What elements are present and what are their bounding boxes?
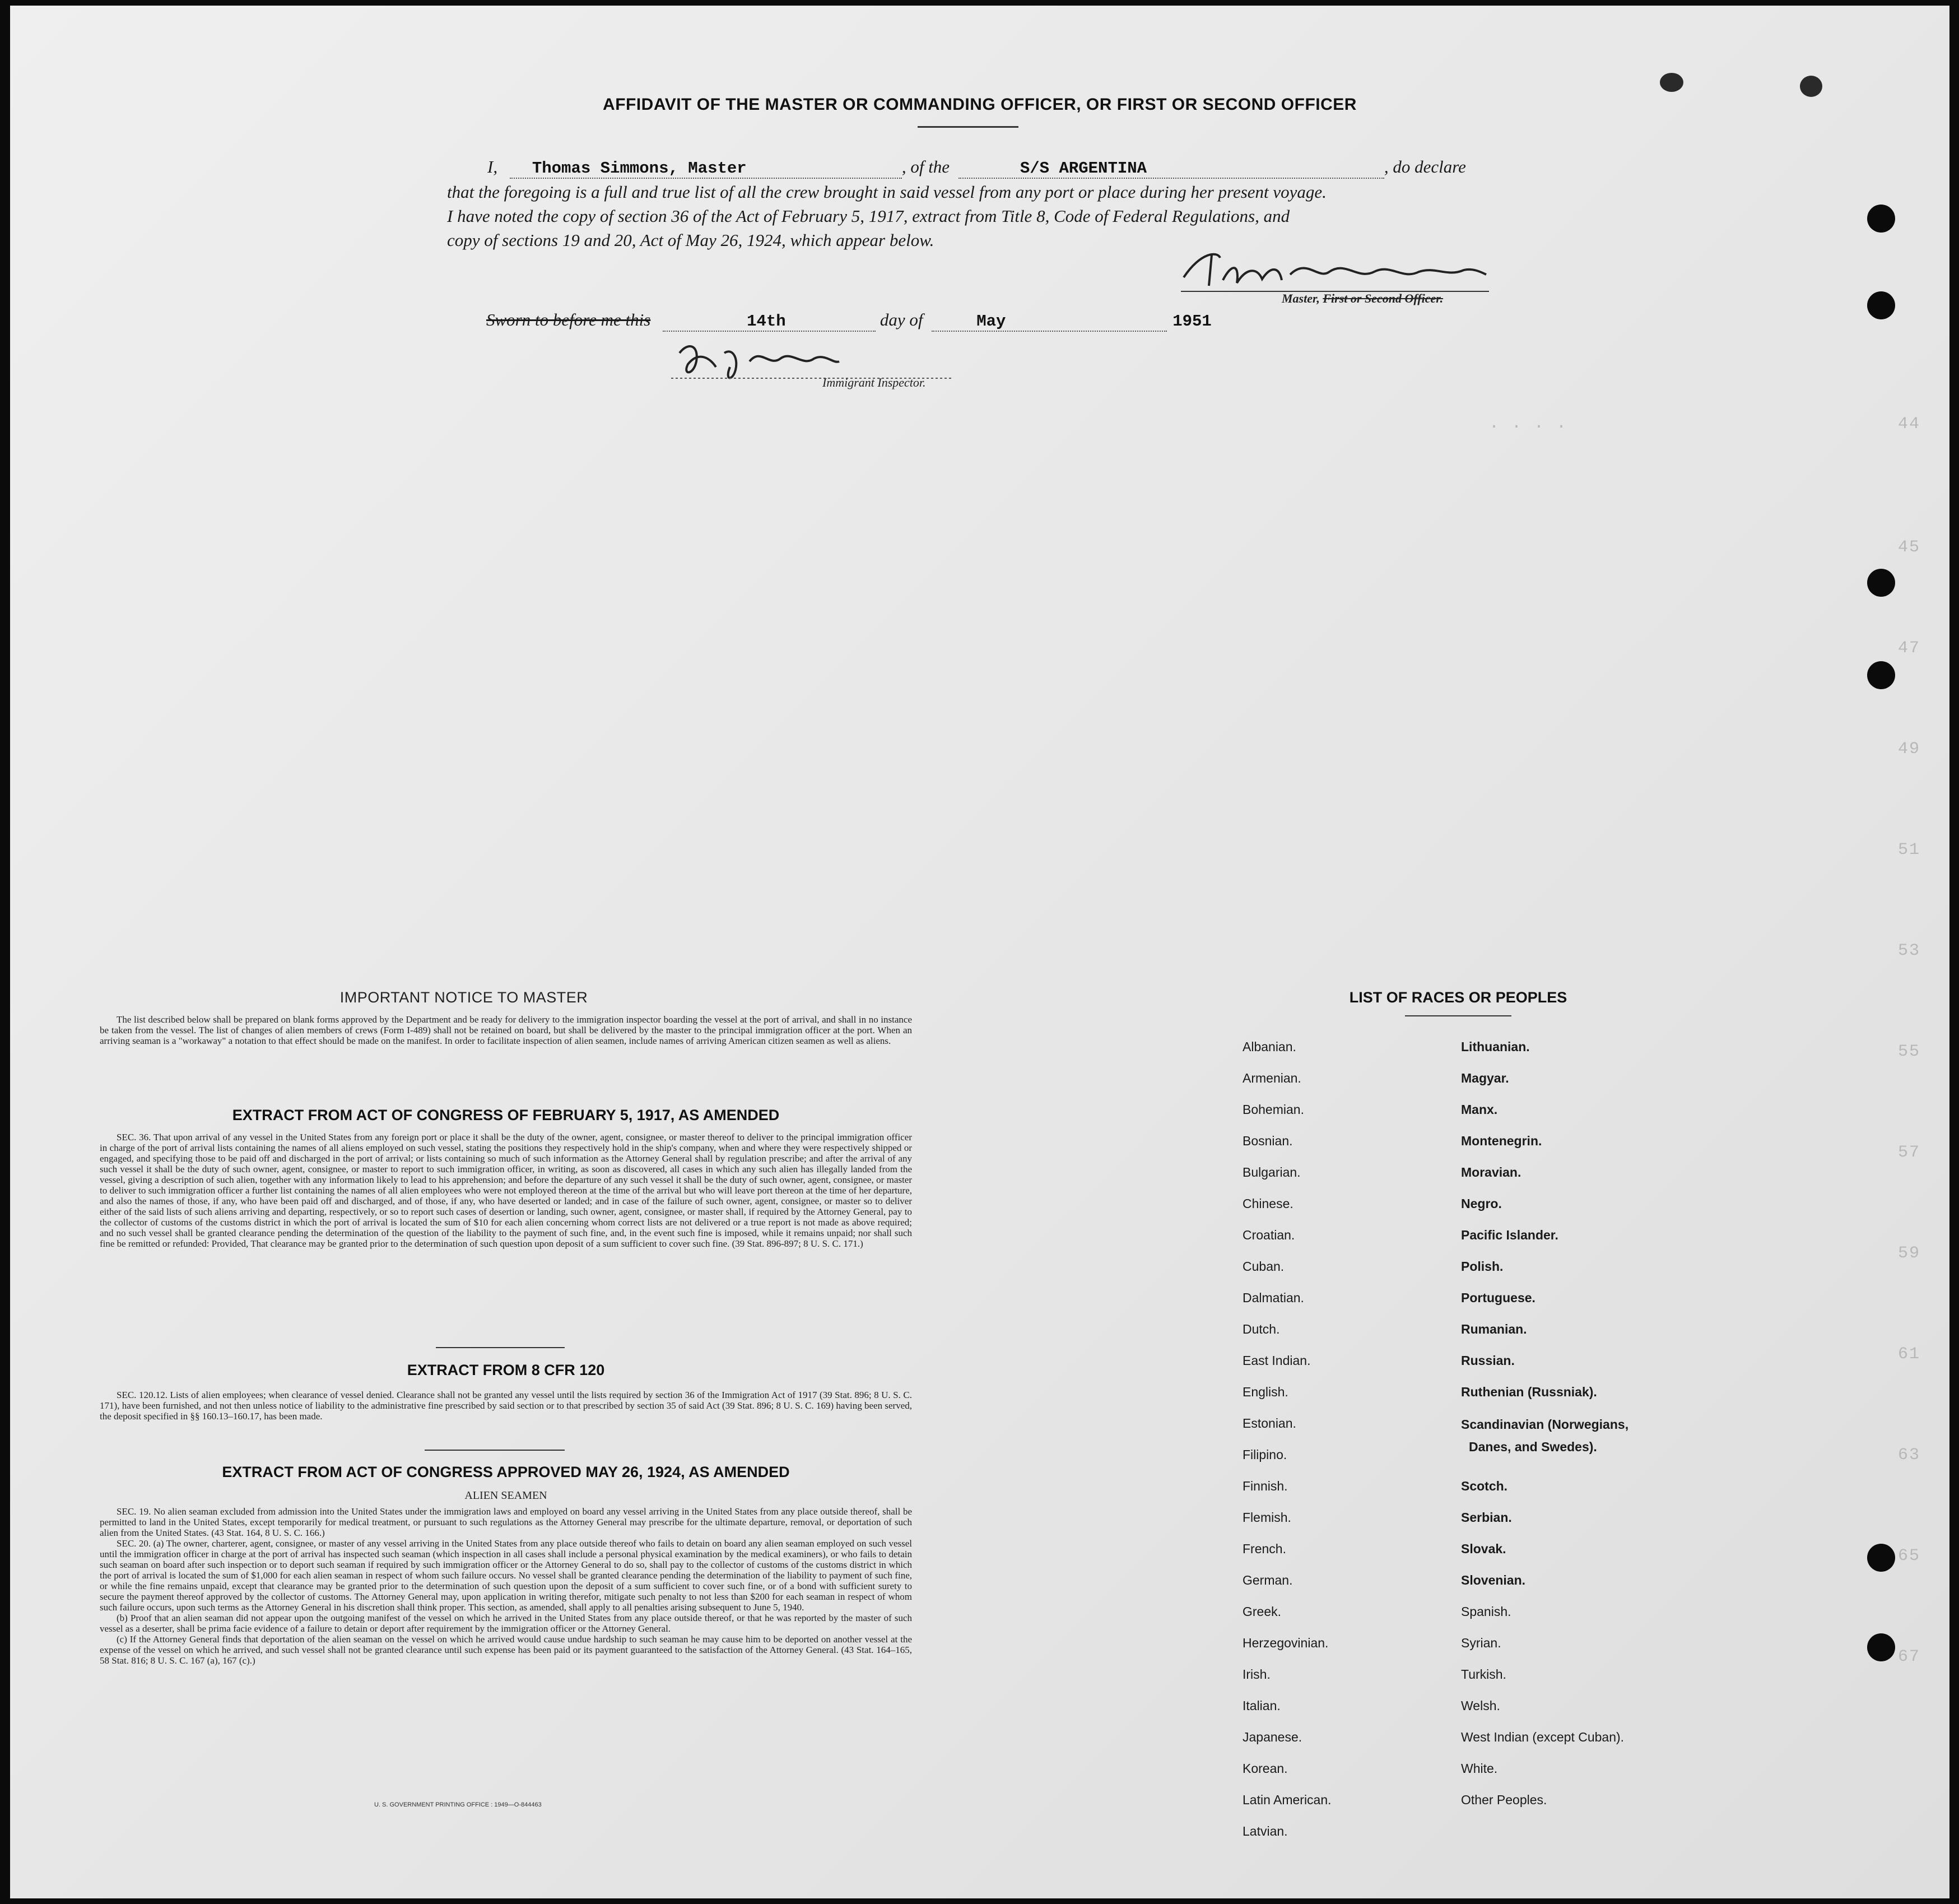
extract-cfr-text [100, 1390, 912, 1422]
race-item: Rumanian. [1461, 1322, 1527, 1336]
race-item: Greek. [1243, 1604, 1282, 1619]
extract-1917-title: EXTRACT FROM ACT OF CONGRESS OF FEBRUARY 5, 1917, AS AMENDED [232, 1107, 780, 1123]
races-left-column [1243, 1031, 1332, 1847]
sworn-prefix: Sworn to before me this [486, 310, 651, 329]
race-item: English. [1243, 1385, 1288, 1399]
race-item: Manx. [1461, 1102, 1498, 1117]
race-item: Bosnian. [1243, 1134, 1293, 1148]
caption-master: Master, [1282, 291, 1320, 305]
race-item: Filipino. [1243, 1447, 1287, 1462]
declaration-line-2: that the foregoing is a full and true list of all the crew brought in said vessel from any port or place during her present voyage. [447, 182, 1327, 202]
punch-hole [1867, 205, 1895, 233]
race-item: Montenegrin. [1461, 1134, 1542, 1148]
race-item: Pacific Islander. [1461, 1228, 1558, 1242]
declaration-line-3: I have noted the copy of section 36 of the Act of February 5, 1917, extract from Title 8, Code of Federal Regulations, and [447, 206, 1290, 226]
race-item: White. [1461, 1761, 1498, 1776]
race-item: Slovenian. [1461, 1573, 1526, 1587]
race-item: Albanian. [1243, 1039, 1296, 1054]
sworn-line [486, 310, 1551, 332]
day-of-text: day of [880, 310, 923, 329]
race-item: Portuguese. [1461, 1290, 1535, 1305]
affidavit-title: AFFIDAVIT OF THE MASTER OR COMMANDING OFFICER, OR FIRST OR SECOND OFFICER [603, 95, 1357, 114]
race-item: French. [1243, 1541, 1286, 1556]
race-item-multiline [1461, 1408, 1628, 1470]
punch-hole [1867, 291, 1895, 319]
title-underline [918, 126, 1018, 128]
sec-20c-paragraph: (c) If the Attorney General finds that deportation of the alien seaman on the vessel on which he arrived would cause undue hardship to such seaman he may cause him to be deported on another vessel at the expense of the vessel on which he arrived, and such vessel shall not be granted clearance until such expense has been paid or its payment guaranteed to the satisfaction of the Attorney General. (43 Stat. 164–165, 58 Stat. 816; 8 U. S. C. 167 (a), 167 (c).) [100, 1634, 912, 1666]
punch-hole [1867, 661, 1895, 689]
declaration-line-4: copy of sections 19 and 20, Act of May 26, 1924, which appear below. [447, 230, 934, 250]
race-item: Negro. [1461, 1196, 1502, 1211]
race-item: Scandinavian (Norwegians, [1461, 1417, 1629, 1432]
document-page: · · · · 44 45 47 49 51 53 55 57 59 61 63 65 67 AFFIDAVIT OF THE MASTER OR COMMANDING OFFICER, OR FIRST OR SECOND OFFICER I, Thomas Simmons, Master , of the S/S ARGENTINA , do declare that the foregoing is a full and true list of all the crew brought in said vessel from any port or place during her present voyage. I have noted the copy of section 36 of the Act of February 5, 1917, extract from Title 8, Code of Federal Regulations, and copy of sections 19 and 20, Act of May 26, 1924, which appear below. Master, First or Second Officer. Sworn to before me this 14th day of May 1951 Immigrant Inspector. IMPORTANT NOTICE TO MASTER The list described below shall be prepared on blank forms approved by the Department and be ready for delivery to the immigration inspector boarding the vessel at the port of arrival, and shall in no instance be taken from the vessel. The list of changes of alien members of crews (Form I-489) shall not be retained on board, but shall be delivered by the master to the principal immigration officer at the port. When an arriving seaman is a "workaway" a notation to that effect should be made on the manifest. In order to facilitate inspection of alien seamen, include names of arriving American citizen seamen as well as aliens. EXTRACT FROM ACT OF CONGRESS OF FEBRUARY 5, 1917, AS AMENDED SEC. 36. That upon arrival of any vessel in the United States from any foreign port or place it shall be the duty of the owner, agent, consignee, or master thereof to deliver to the principal immigration officer in charge of the port of arrival lists containing the names of all aliens employed on such vessel, stating the positions they respectively hold in the ship's company, when and where they were respectively shipped or engaged, and specifying those to be paid off and discharged in the port of arrival; or lists containing so much of such information as the Attorney General shall by regulation prescribe; and after the arrival of any such vessel it shall be the duty of such owner, agent, consignee, or master to report to such immigration officer, in writing, as soon as discovered, all cases in which any such alien has illegally landed from the vessel, giving a description of such alien, together with any information likely to lead to his apprehension; and before the departure of any such vessel it shall be the duty of such owner, agent, consignee, or master to deliver to such immigration officer a further list containing the names of all alien employees who were not employed thereon at the time of the arrival but who will leave port thereon at the time of her departure, and also the names of those, if any, who have been paid off and discharged, and of those, if any, who have deserted or landed; and in case of the failure of such owner, agent, consignee, or master so to deliver either of the said lists of such aliens arriving and departing, respectively, or so to report such cases of desertion or landing, such owner, agent, consignee, or master shall, if required by the Attorney General, pay to the collector of customs of the customs district in which the port of arrival is located the sum of $10 for each alien concerning whom correct lists are not delivered or a true report is not made as above required; and no such vessel shall be granted clearance pending the determination of the question of the liability to the payment of such fine, and, in the event such fine is imposed, while it remains unpaid; nor shall such fine be remitted or refunded: Provided, That clearance may be granted prior to the determination of such question upon deposit of a sum sufficient to cover such fine. (39 Stat. 896-897; 8 U. S. C. 171.) EXTRACT FROM 8 CFR 120 SEC. 120.12. Lists of alien employees; when clearance of vessel denied. Clearance shall not be granted any vessel until the lists required by section 36 of the Immigration Act of 1917 (39 Stat. 896; 8 U. S. C. 171), have been furnished, and not then unless notice of liability to the administrative fine prescribed by said section or to that prescribed by section 35 of said Act (39 Stat. 896; 8 U. S. C. 169) having been served, the deposit specified in §§ 160.13–160.17, has been made. EXTRACT FROM ACT OF CONGRESS APPROVED MAY 26, 1924, AS AMENDED ALIEN SEAMEN SEC. 19. No alien seaman excluded from admission into the United States under the immigration laws and employed on board any vessel arriving in the United States from any place outside thereof, shall be permitted to land in the United States, except temporarily for medical treatment, or pursuant to such regulations as the Attorney General may prescribe for the ultimate departure, removal, or deportation of such alien from the United States. (43 Stat. 164, 8 U. S. C. 166.) SEC. 20. (a) The owner, charterer, agent, consignee, or master of any vessel arriving in the United States from any place outside thereof who fails to detain on board any alien seaman employed on such vessel until the immigration officer in charge at the port of arrival has inspected such seaman (which inspection in all cases shall include a personal physical examination by the medical examiners), or who fails to detain such seaman on board after such inspection or to deport such seaman if required by such immigration officer or the Attorney General to do so, shall pay to the collector of customs of the customs district in which the port of arrival is located the sum of $1,000 for each alien seaman in respect of whom such failure occurs. No vessel shall be granted clearance pending the determination of the liability to payment of such fine, or while the fine remains unpaid, except that clearance may be granted prior to the determination of such question upon the deposit of a sum sufficient to cover such fine, or of a bond with sufficient surety to secure the payment thereof approved by the collector of customs. The Attorney General may, upon application in writing therefor, mitigate such penalty to not less than $200 for each seaman in respect of whom such failure occurs, upon such terms as the Attorney General in his discretion shall think proper. This section, as amended, shall apply to all penalties arising subsequent to June 5, 1940. (b) Proof that an alien seaman did not appear upon the outgoing manifest of the vessel on which he arrived in the United States from any place outside thereof, or that he was reported by the master of such vessel as a deserter, shall be prima facie evidence of a failure to detain or deport after requirement by the immigration officer or the Attorney General. (c) If the Attorney General finds that deportation of the alien seaman on the vessel on which he arrived would cause undue hardship to such seaman he may cause him to be deported on another vessel at the expense of the vessel on which he arrived, and such vessel shall not be granted clearance until such expense has been paid or its payment guaranteed to the satisfaction of the Attorney General. (43 Stat. 164–165, 58 Stat. 816; 8 U. S. C. 167 (a), 167 (c).) U. S. GOVERNMENT PRINTING OFFICE : 1949—O-844463 LIST OF RACES OR PEOPLES Albanian. Armenian. Bohemian. Bosnian. Bulgarian. Chinese. Croatian. Cuban. Dalmatian. Dutch. East Indian. English. Estonian. Filipino. Finnish. Flemish. French. German. Greek. Herzegovinian. Irish. Italian. Japanese. Korean. Latin American. Latvian. Lithuanian. Magyar. Manx. Montenegrin. Moravian. Negro. Pacific Islander. Polish. Portuguese. Rumanian. Russian. Ruthenian (Russniak). Scandinavian (Norwegians, Danes, and Swedes). Scotch. Serbian. Slovak. Slovenian. Spanish. Syrian. Turkish. Welsh. West Indian (except Cuban). White. Other Peoples. [10, 6, 1949, 1898]
race-item: Dalmatian. [1243, 1290, 1304, 1305]
declaration-pronoun: I, [487, 157, 498, 177]
race-item: Moravian. [1461, 1165, 1521, 1179]
sec-20a-paragraph: SEC. 20. (a) The owner, charterer, agent, consignee, or master of any vessel arriving in the United States from any place outside thereof who fails to detain on board any alien seaman employed on such vessel until the immigration officer in charge at the port of arrival has inspected such seaman (which inspection in all cases shall include a personal physical examination by the medical examiners), or who fails to detain such seaman on board after such inspection or to deport such seaman if required by such immigration officer or the Attorney General to do so, shall pay to the collector of customs of the customs district in which the port of arrival is located the sum of $1,000 for each alien seaman in respect of whom such failure occurs. No vessel shall be granted clearance pending the determination of the liability to payment of such fine, or while the fine remains unpaid, except that clearance may be granted prior to the determination of such question upon the deposit of a sum sufficient to cover such fine, or of a bond with sufficient surety to secure the payment thereof approved by the collector of customs. The Attorney General may, upon application in writing therefor, mitigate such penalty to not less than $200 for each seaman in respect of whom such failure occurs, upon such terms as the Attorney General in his discretion shall think proper. This section, as amended, shall apply to all penalties arising subsequent to June 5, 1940. [100, 1538, 912, 1613]
race-item: Cuban. [1243, 1259, 1285, 1274]
race-item: Slovak. [1461, 1541, 1506, 1556]
race-item: Danes, and Swedes). [1469, 1439, 1597, 1454]
sworn-year: 1951 [1172, 312, 1212, 331]
race-item: East Indian. [1243, 1353, 1311, 1368]
race-item: Irish. [1243, 1667, 1271, 1682]
sec-120-12-paragraph: SEC. 120.12. Lists of alien employees; when clearance of vessel denied. Clearance shall not be granted any vessel until the lists required by section 36 of the Immigration Act of 1917 (39 Stat. 896; 8 U. S. C. 171), have been furnished, and not then unless notice of liability to the administrative fine prescribed by said section or to that prescribed by section 35 of said Act (39 Stat. 896; 8 U. S. C. 169) having been served, the deposit specified in §§ 160.13–160.17, has been made. [100, 1390, 912, 1422]
master-signature-caption [1282, 291, 1443, 306]
race-item: Flemish. [1243, 1510, 1291, 1525]
race-item: Dutch. [1243, 1322, 1280, 1336]
master-name: Thomas Simmons, Master [532, 159, 747, 178]
notice-text [100, 1014, 912, 1046]
race-item: Russian. [1461, 1353, 1515, 1368]
race-item: Chinese. [1243, 1196, 1293, 1211]
inspector-caption: Immigrant Inspector. [822, 375, 926, 389]
race-item: Magyar. [1461, 1071, 1509, 1085]
sec-20b-paragraph: (b) Proof that an alien seaman did not appear upon the outgoing manifest of the vessel on which he arrived in the United States from any place outside thereof, or that he was reported by the master of such vessel as a deserter, shall be prima facie evidence of a failure to detain or deport after requirement by the immigration officer or the Attorney General. [100, 1613, 912, 1634]
sec-36-paragraph: SEC. 36. That upon arrival of any vessel in the United States from any foreign port or place it shall be the duty of the owner, agent, consignee, or master thereof to deliver to the principal immigration officer in charge of the port of arrival lists containing the names of all aliens employed on such vessel, stating the positions they respectively hold in the ship's company, when and where they were respectively shipped or engaged, and specifying those to be paid off and discharged in the port of arrival; or lists containing so much of such information as the Attorney General shall by regulation prescribe; and after the arrival of any such vessel it shall be the duty of such owner, agent, consignee, or master to report to such immigration officer, in writing, as soon as discovered, all cases in which any such alien has illegally landed from the vessel, giving a description of such alien, together with any information likely to lead to his apprehension; and before the departure of any such vessel it shall be the duty of such owner, agent, consignee, or master to deliver to such immigration officer a further list containing the names of all alien employees who were not employed thereon at the time of the arrival but who will leave port thereon at the time of her departure, and also the names of those, if any, who have been paid off and discharged, and of those, if any, who have deserted or landed; and in case of the failure of such owner, agent, consignee, or master so to deliver either of the said lists of such aliens arriving and departing, respectively, or so to report such cases of desertion or landing, such owner, agent, consignee, or master shall, if required by the Attorney General, pay to the collector of customs of the customs district in which the port of arrival is located the sum of $10 for each alien concerning whom correct lists are not delivered or a true report is not made as above required; and no such vessel shall be granted clearance pending the determination of the question of the liability to the payment of such fine, and, in the event such fine is imposed, while it remains unpaid; nor shall such fine be remitted or refunded: Provided, That clearance may be granted prior to the determination of such question upon deposit of a sum sufficient to cover such fine. (39 Stat. 896-897; 8 U. S. C. 171.) [100, 1132, 912, 1249]
punch-hole [1867, 1544, 1895, 1572]
extract-cfr-title: EXTRACT FROM 8 CFR 120 [407, 1362, 605, 1378]
race-item: Welsh. [1461, 1698, 1500, 1713]
race-item: Serbian. [1461, 1510, 1512, 1525]
race-item: Polish. [1461, 1259, 1504, 1274]
race-item: Lithuanian. [1461, 1039, 1530, 1054]
do-declare-text: , do declare [1384, 157, 1466, 177]
caption-officer: First or Second Officer. [1323, 291, 1444, 305]
vessel-name: S/S ARGENTINA [1020, 159, 1147, 178]
sworn-day: 14th [747, 312, 786, 331]
printer-imprint: U. S. GOVERNMENT PRINTING OFFICE : 1949—O-844463 [374, 1801, 542, 1808]
notice-paragraph: The list described below shall be prepared on blank forms approved by the Department and be ready for delivery to the immigration inspector boarding the vessel at the port of arrival, and shall in no instance be taken from the vessel. The list of changes of alien members of crews (Form I-489) shall not be retained on board, but shall be delivered by the master to the principal immigration officer at the port. When an arriving seaman is a "workaway" a notation to that effect should be made on the manifest. In order to facilitate inspection of alien seamen, include names of arriving American citizen seamen as well as aliens. [100, 1014, 912, 1046]
race-item: Japanese. [1243, 1730, 1302, 1744]
race-item: Italian. [1243, 1698, 1281, 1713]
sec-19-paragraph: SEC. 19. No alien seaman excluded from admission into the United States under the immigration laws and employed on board any vessel arriving in the United States from any place outside thereof, shall be permitted to land in the United States, except temporarily for medical treatment, or pursuant to such regulations as the Attorney General may prescribe for the ultimate departure, removal, or deportation of such alien from the United States. (43 Stat. 164, 8 U. S. C. 166.) [100, 1506, 912, 1538]
notice-title: IMPORTANT NOTICE TO MASTER [339, 989, 588, 1006]
alien-seamen-subtitle: ALIEN SEAMEN [464, 1489, 547, 1502]
ink-spot [1660, 73, 1683, 92]
race-item: Herzegovinian. [1243, 1636, 1329, 1650]
race-item: Bohemian. [1243, 1102, 1304, 1117]
punch-hole [1867, 1633, 1895, 1661]
punch-hole [1867, 569, 1895, 597]
race-item: German. [1243, 1573, 1293, 1587]
divider [436, 1347, 565, 1348]
races-title: LIST OF RACES OR PEOPLES [1349, 989, 1567, 1006]
race-item: Croatian. [1243, 1228, 1295, 1242]
race-item: Turkish. [1461, 1667, 1506, 1682]
race-item: Bulgarian. [1243, 1165, 1301, 1179]
ink-spot [1800, 76, 1822, 97]
races-right-column [1461, 1031, 1628, 1815]
sworn-month: May [976, 312, 1006, 331]
race-item: Other Peoples. [1461, 1792, 1547, 1807]
of-the-text: , of the [901, 157, 950, 177]
race-item: West Indian (except Cuban). [1461, 1730, 1625, 1744]
race-item: Estonian. [1243, 1416, 1296, 1431]
race-item: Syrian. [1461, 1636, 1501, 1650]
declaration-line-1 [447, 157, 1511, 179]
extract-1917-text [100, 1132, 912, 1249]
extract-1924-title: EXTRACT FROM ACT OF CONGRESS APPROVED MAY 26, 1924, AS AMENDED [222, 1464, 790, 1480]
race-item: Spanish. [1461, 1604, 1511, 1619]
race-item: Ruthenian (Russniak). [1461, 1385, 1597, 1399]
divider [425, 1450, 565, 1451]
race-item: Finnish. [1243, 1479, 1288, 1493]
race-item: Latvian. [1243, 1824, 1288, 1838]
race-item: Armenian. [1243, 1071, 1301, 1085]
extract-1924-text [100, 1506, 912, 1666]
races-title-underline [1405, 1015, 1511, 1016]
race-item: Korean. [1243, 1761, 1288, 1776]
race-item: Scotch. [1461, 1479, 1508, 1493]
race-item: Latin American. [1243, 1792, 1332, 1807]
